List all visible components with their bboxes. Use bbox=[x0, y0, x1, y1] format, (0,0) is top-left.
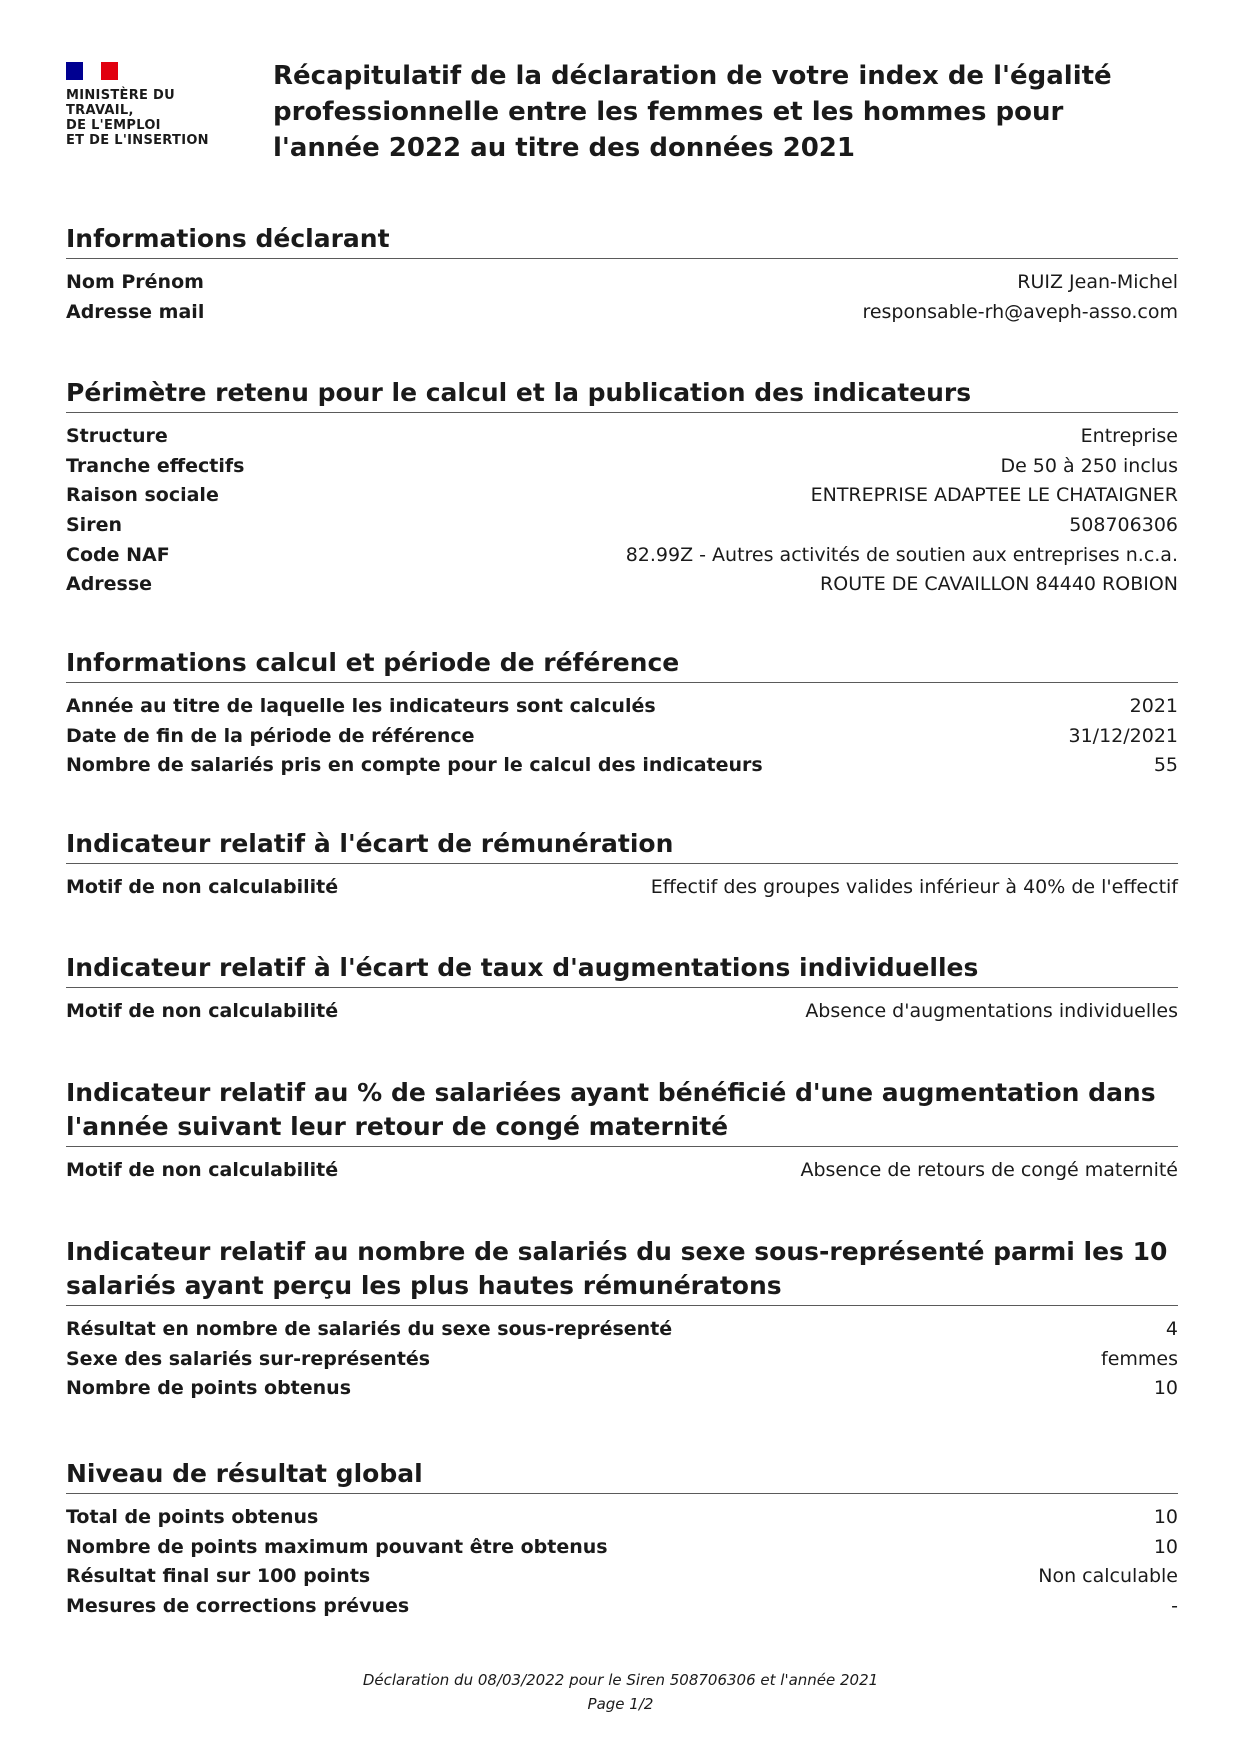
field-label: Nombre de salariés pris en compte pour le calcul des indicateurs bbox=[66, 754, 763, 777]
field-value: Entreprise bbox=[1080, 425, 1178, 447]
field-row bbox=[66, 570, 1178, 600]
field-row bbox=[66, 873, 1178, 903]
field-label: Adresse mail bbox=[66, 300, 205, 323]
field-label: Résultat en nombre de salariés du sexe sous-représenté bbox=[66, 1318, 673, 1340]
section-title: Informations calcul et période de référence bbox=[66, 646, 1178, 683]
field-label: Motif de non calculabilité bbox=[66, 1000, 339, 1022]
field-row bbox=[66, 1374, 1178, 1404]
field-row bbox=[66, 722, 1178, 752]
field-label: Résultat final sur 100 points bbox=[66, 1565, 371, 1588]
page-footer bbox=[0, 1668, 1241, 1716]
field-value: 55 bbox=[1153, 754, 1178, 777]
field-label: Code NAF bbox=[66, 543, 170, 566]
ministry-name-line: ET DE L'INSERTION bbox=[66, 133, 209, 148]
field-label: Sexe des salariés sur-représentés bbox=[66, 1347, 431, 1370]
section-title: Indicateur relatif à l'écart de taux d'augmentations individuelles bbox=[66, 951, 1178, 988]
section-title: Informations déclarant bbox=[66, 222, 1178, 259]
field-row bbox=[66, 511, 1178, 541]
section-title: Niveau de résultat global bbox=[66, 1457, 1178, 1494]
field-row bbox=[66, 298, 1178, 328]
field-value: - bbox=[1171, 1595, 1178, 1618]
field-label: Siren bbox=[66, 514, 122, 537]
field-value: ROUTE DE CAVAILLON 84440 ROBION bbox=[820, 573, 1178, 596]
section-title: Périmètre retenu pour le calcul et la publication des indicateurs bbox=[66, 376, 1178, 413]
field-value: 4 bbox=[1165, 1318, 1178, 1340]
field-value: responsable-rh@aveph-asso.com bbox=[862, 300, 1178, 323]
field-label: Nombre de points maximum pouvant être obtenus bbox=[66, 1535, 608, 1558]
declaration-footer-text: Déclaration du 08/03/2022 pour le Siren 508706306 et l'année 2021 bbox=[362, 1671, 879, 1689]
field-label: Structure bbox=[66, 425, 168, 447]
field-value: Non calculable bbox=[1038, 1565, 1178, 1588]
field-value: De 50 à 250 inclus bbox=[1000, 454, 1178, 477]
page-number: Page 1/2 bbox=[587, 1695, 654, 1713]
field-row bbox=[66, 692, 1178, 722]
field-value: 508706306 bbox=[1069, 514, 1178, 537]
field-value: 2021 bbox=[1129, 695, 1178, 717]
field-row bbox=[66, 1533, 1178, 1563]
field-value: RUIZ Jean-Michel bbox=[1017, 271, 1178, 293]
field-row bbox=[66, 1315, 1178, 1345]
section-hautes-remunerations bbox=[66, 1235, 1178, 1404]
field-label: Adresse bbox=[66, 573, 153, 596]
field-row bbox=[66, 1503, 1178, 1533]
field-value: 10 bbox=[1153, 1377, 1178, 1400]
field-label: Raison sociale bbox=[66, 484, 219, 507]
ministry-logo bbox=[66, 62, 256, 148]
section-title: Indicateur relatif au nombre de salariés du sexe sous-représenté parmi les 10 salariés ayant perçu les plus hautes rémunératons bbox=[66, 1235, 1178, 1306]
document-title: Récapitulatif de la déclaration de votre index de l'égalité professionnelle entre les femmes et les hommes pour l'année 2022 au titre des données 2021 bbox=[273, 61, 1112, 163]
field-label: Nombre de points obtenus bbox=[66, 1377, 352, 1400]
section-ecart-remuneration bbox=[66, 827, 1178, 903]
field-value: 82.99Z - Autres activités de soutien aux entreprises n.c.a. bbox=[625, 543, 1178, 566]
ministry-name-line: TRAVAIL, bbox=[66, 103, 134, 118]
field-label: Total de points obtenus bbox=[66, 1506, 319, 1528]
field-label: Année au titre de laquelle les indicateurs sont calculés bbox=[66, 695, 656, 717]
section-conge-maternite bbox=[66, 1076, 1178, 1186]
field-value: Absence de retours de congé maternité bbox=[800, 1159, 1178, 1181]
ministry-name-line: DE L'EMPLOI bbox=[66, 118, 161, 133]
field-row bbox=[66, 997, 1178, 1027]
field-label: Nom Prénom bbox=[66, 271, 204, 293]
section-ecart-augmentations bbox=[66, 951, 1178, 1027]
field-label: Motif de non calculabilité bbox=[66, 876, 339, 898]
field-row bbox=[66, 751, 1178, 781]
field-row bbox=[66, 481, 1178, 511]
field-row bbox=[66, 1345, 1178, 1375]
field-label: Motif de non calculabilité bbox=[66, 1159, 339, 1181]
section-calcul-periode bbox=[66, 646, 1178, 781]
field-value: 10 bbox=[1153, 1506, 1178, 1528]
field-row bbox=[66, 1592, 1178, 1622]
field-row bbox=[66, 541, 1178, 571]
field-row bbox=[66, 1156, 1178, 1186]
section-perimetre bbox=[66, 376, 1178, 600]
field-label: Mesures de corrections prévues bbox=[66, 1595, 410, 1618]
field-label: Date de fin de la période de référence bbox=[66, 724, 475, 747]
field-value: Effectif des groupes valides inférieur à 40% de l'effectif bbox=[650, 876, 1178, 898]
field-row bbox=[66, 422, 1178, 452]
field-row bbox=[66, 452, 1178, 482]
section-resultat-global bbox=[66, 1457, 1178, 1622]
field-label: Tranche effectifs bbox=[66, 454, 245, 477]
marianne-flag-icon bbox=[66, 62, 118, 80]
field-value: femmes bbox=[1101, 1347, 1178, 1370]
ministry-name-line: MINISTÈRE DU bbox=[66, 88, 175, 103]
field-value: 10 bbox=[1153, 1535, 1178, 1558]
field-value: ENTREPRISE ADAPTEE LE CHATAIGNER bbox=[810, 484, 1178, 507]
ministry-name bbox=[66, 88, 256, 148]
field-row bbox=[66, 268, 1178, 298]
section-informations-declarant bbox=[66, 222, 1178, 327]
field-row bbox=[66, 1562, 1178, 1592]
field-value: Absence d'augmentations individuelles bbox=[805, 1000, 1178, 1022]
section-title: Indicateur relatif à l'écart de rémunération bbox=[66, 827, 1178, 864]
document-header bbox=[66, 58, 1176, 168]
section-title: Indicateur relatif au % de salariées ayant bénéficié d'une augmentation dans l'année suivant leur retour de congé maternité bbox=[66, 1076, 1178, 1147]
field-value: 31/12/2021 bbox=[1068, 724, 1178, 747]
